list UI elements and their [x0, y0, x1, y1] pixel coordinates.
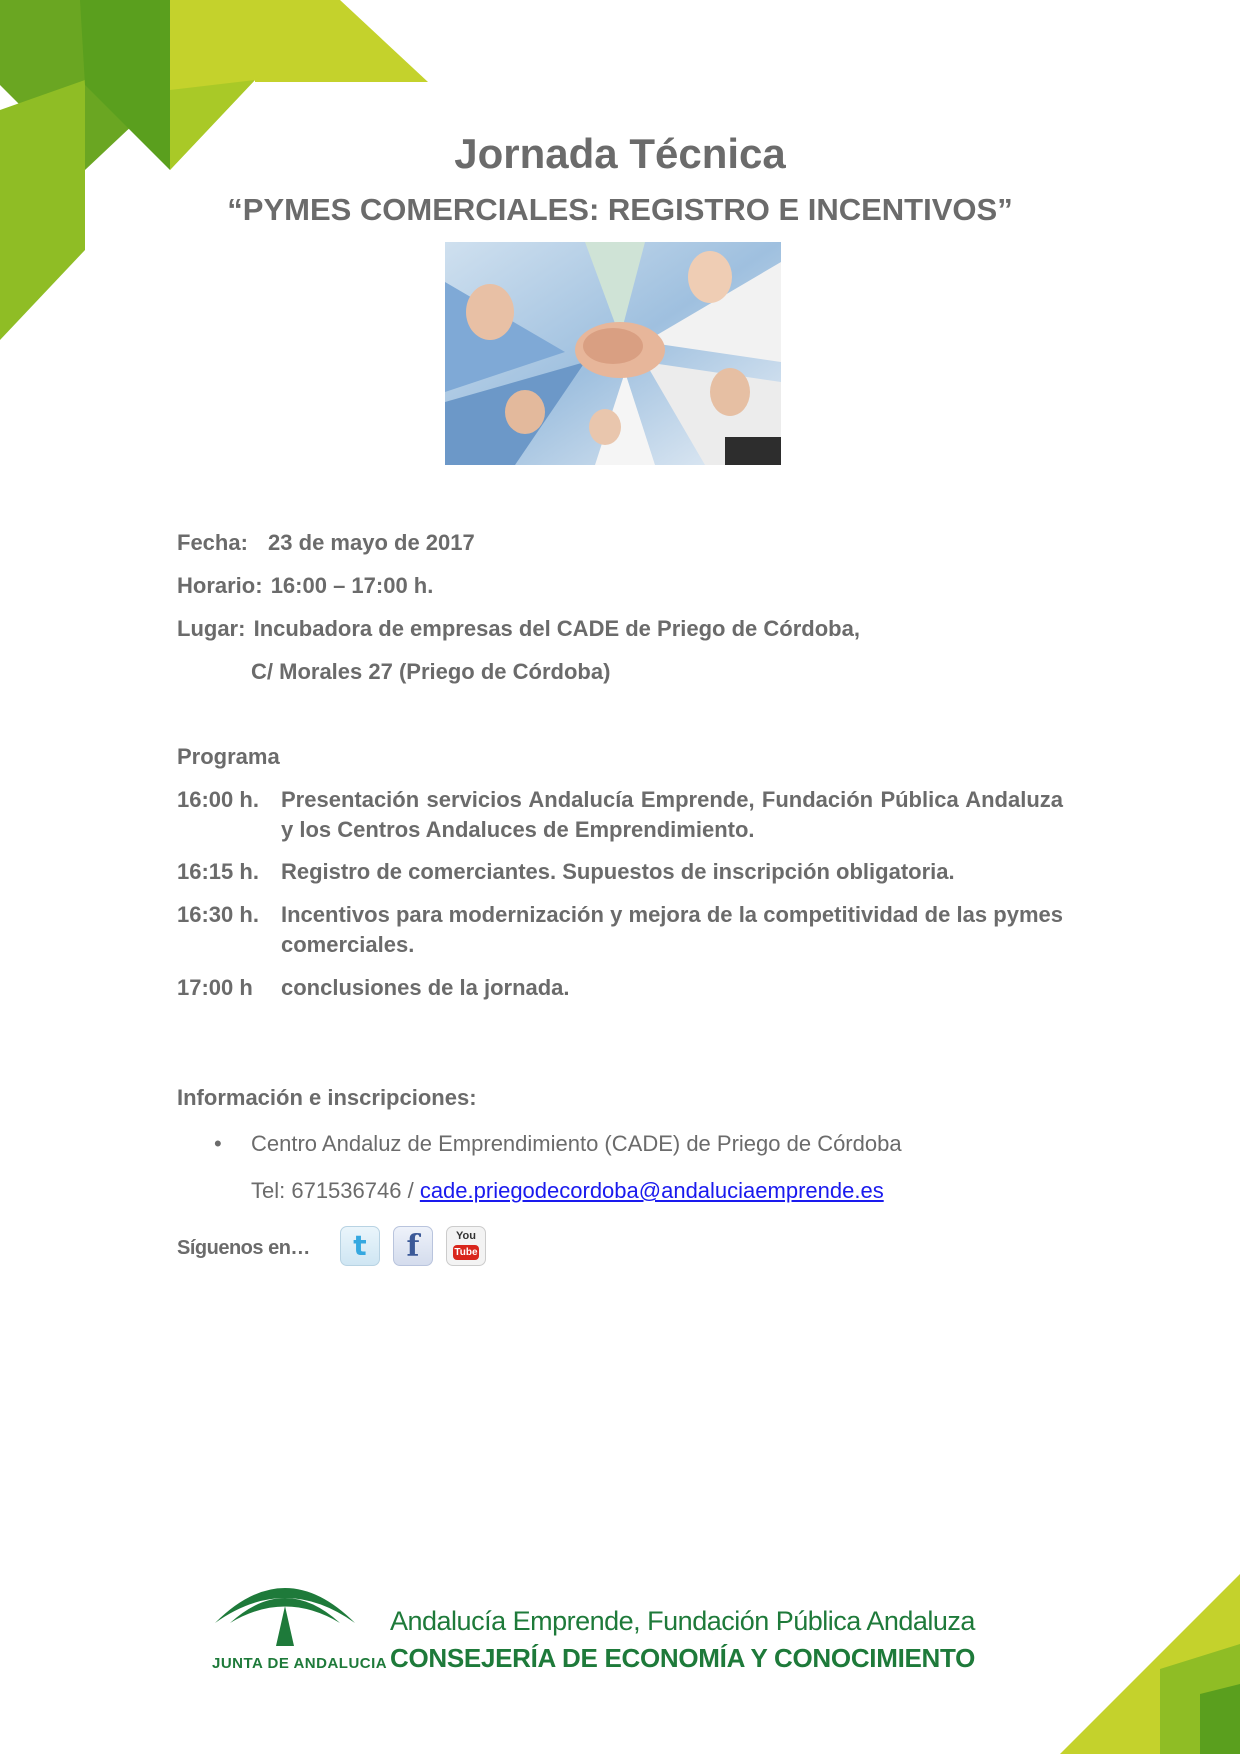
programa-item — [177, 785, 1063, 845]
twitter-glyph: t — [353, 1229, 367, 1262]
programa-item-text: Presentación servicios Andalucía Emprende, Fundación Pública Andaluza y los Centros Andaluces de Emprendimiento. — [281, 787, 1063, 842]
info-heading: Información e inscripciones: — [177, 1085, 477, 1110]
lugar-value: Incubadora de empresas del CADE de Priego de Córdoba, — [253, 616, 860, 641]
programa-item-time: 16:15 h. — [177, 859, 259, 884]
youtube-icon[interactable] — [446, 1226, 486, 1266]
footer-org-line: Andalucía Emprende, Fundación Pública Andaluza — [390, 1606, 975, 1636]
contact-center — [214, 1131, 902, 1157]
page-title: Jornada Técnica — [454, 130, 786, 177]
youtube-top-text: You — [456, 1230, 476, 1242]
programa-item — [177, 857, 1063, 887]
programa-item-time: 16:00 h. — [177, 787, 259, 812]
contact-center-text: Centro Andaluz de Emprendimiento (CADE) de Priego de Córdoba — [251, 1131, 902, 1156]
bullet: • — [214, 1131, 222, 1156]
programa-item-text: conclusiones de la jornada. — [281, 975, 570, 1000]
fecha-value: 23 de mayo de 2017 — [268, 530, 475, 555]
programa-heading: Programa — [177, 744, 280, 769]
lugar-row — [177, 616, 860, 642]
email-link[interactable]: cade.priegodecordoba@andaluciaemprende.es — [419, 1178, 884, 1203]
facebook-glyph: f — [406, 1229, 420, 1264]
contact-tel-text: Tel: 671536746 / — [251, 1178, 420, 1203]
follow-label: Síguenos en… — [177, 1237, 310, 1259]
programa-item-text: Registro de comerciantes. Supuestos de inscripción obligatoria. — [281, 859, 955, 884]
fecha-row — [177, 530, 475, 556]
fecha-label: Fecha: — [177, 530, 248, 555]
programa-item — [177, 900, 1063, 960]
horario-value: 16:00 – 17:00 h. — [270, 573, 434, 598]
twitter-icon[interactable] — [340, 1226, 380, 1266]
programa-item-text: Incentivos para modernización y mejora de la competitividad de las pymes comerciales. — [281, 902, 1063, 957]
contact-tel — [251, 1178, 884, 1204]
teamwork-photo — [445, 242, 781, 465]
youtube-bottom-text: Tube — [454, 1247, 478, 1258]
lugar-label: Lugar: — [177, 616, 246, 641]
programa-item-time: 16:30 h. — [177, 902, 259, 927]
facebook-icon[interactable] — [393, 1226, 433, 1266]
programa-item-time: 17:00 h — [177, 975, 253, 1000]
programa-item — [177, 973, 1063, 1003]
junta-logo-icon — [210, 1568, 360, 1648]
page-subtitle: “PYMES COMERCIALES: REGISTRO E INCENTIVOS” — [227, 192, 1013, 227]
lugar-address: C/ Morales 27 (Priego de Córdoba) — [251, 659, 611, 684]
decor-bottom-shapes — [1060, 1574, 1240, 1754]
footer-consejeria-line: CONSEJERÍA DE ECONOMÍA Y CONOCIMIENTO — [390, 1643, 976, 1673]
horario-row — [177, 573, 433, 599]
horario-label: Horario: — [177, 573, 263, 598]
junta-logo-text: JUNTA DE ANDALUCIA — [212, 1655, 388, 1672]
